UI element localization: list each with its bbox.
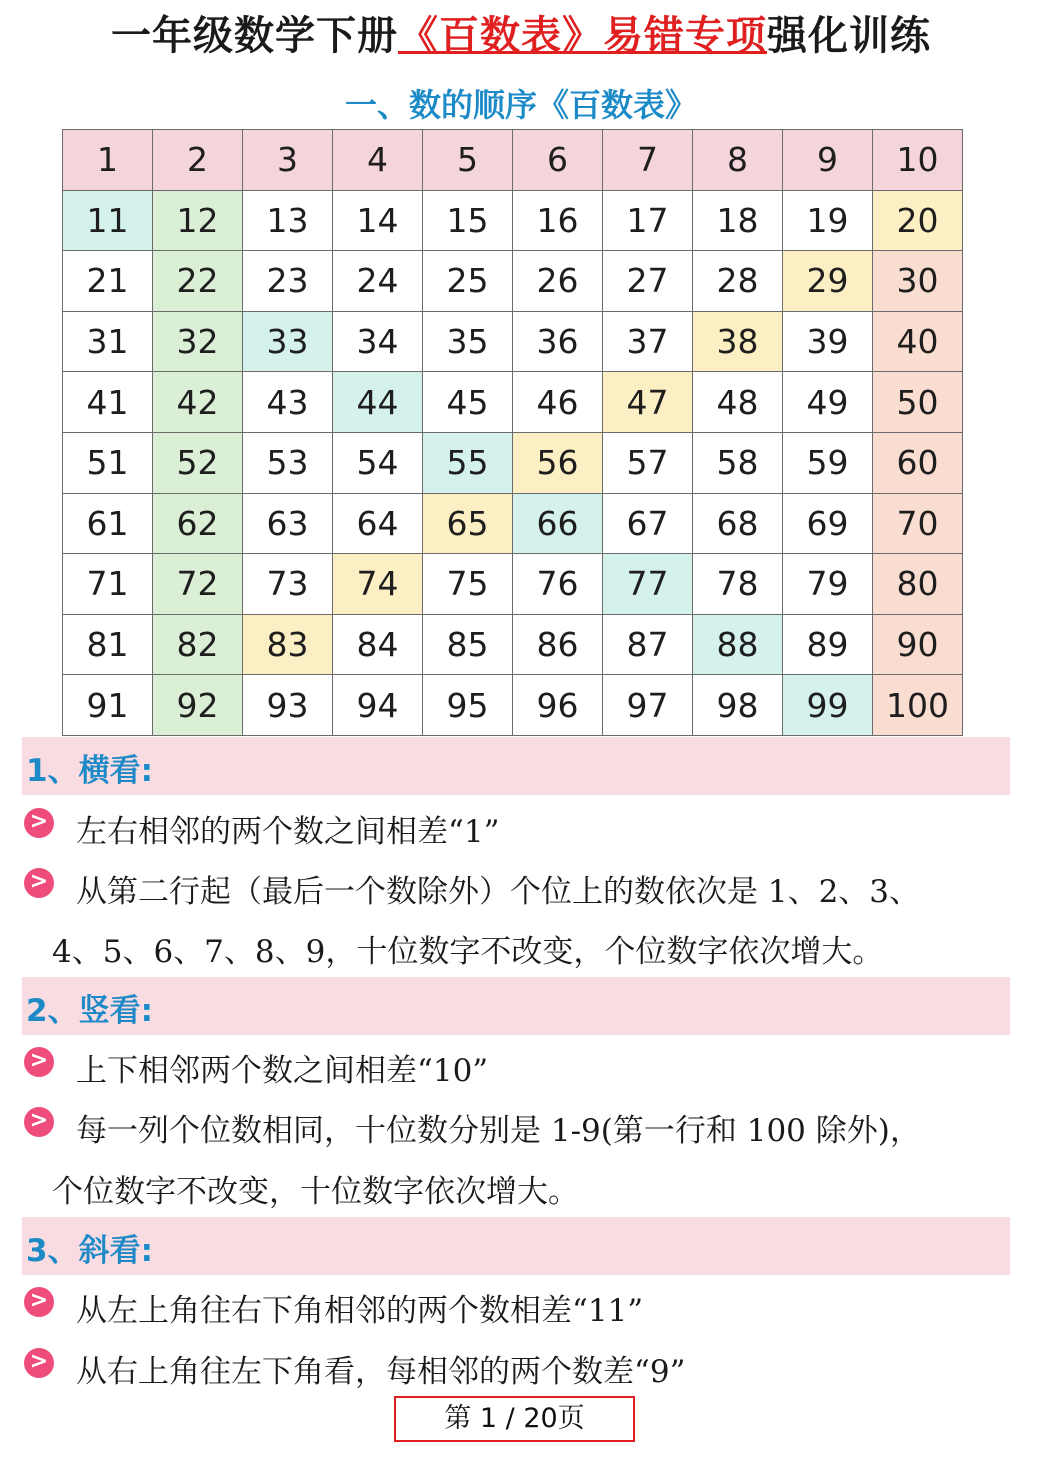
grid-cell: 95 [423,675,513,736]
grid-cell: 35 [423,311,513,372]
grid-cell: 33 [243,311,333,372]
grid-cell: 4 [333,130,423,191]
grid-cell: 62 [153,493,243,554]
grid-cell: 3 [243,130,333,191]
grid-cell: 58 [693,432,783,493]
grid-row [63,190,963,251]
grid-cell: 10 [873,130,963,191]
grid-cell: 20 [873,190,963,251]
grid-row [63,311,963,372]
grid-row [63,493,963,554]
grid-cell: 26 [513,251,603,312]
grid-cell: 85 [423,614,513,675]
title-part-1: 一年级数学下册 [111,13,398,59]
grid-row [63,675,963,736]
grid-cell: 34 [333,311,423,372]
rule-text: 从右上角往左下角看，每相邻的两个数差“9” [76,1354,686,1390]
grid-cell: 90 [873,614,963,675]
grid-cell: 66 [513,493,603,554]
arrow-bullet-icon: > [24,1107,54,1137]
grid-row [63,130,963,191]
grid-cell: 45 [423,372,513,433]
grid-cell: 73 [243,554,333,615]
grid-cell: 77 [603,554,693,615]
section-heading-band [22,977,1010,1035]
grid-cell: 5 [423,130,513,191]
grid-cell: 37 [603,311,693,372]
grid-cell: 38 [693,311,783,372]
grid-cell: 6 [513,130,603,191]
title-part-2: 《百数表》易错专项 [398,13,767,59]
arrow-bullet-icon: > [24,1348,54,1378]
grid-cell: 8 [693,130,783,191]
grid-cell: 2 [153,130,243,191]
rule-text: 左右相邻的两个数之间相差“1” [76,814,500,850]
grid-cell: 22 [153,251,243,312]
grid-cell: 92 [153,675,243,736]
grid-cell: 82 [153,614,243,675]
hundred-chart [62,129,963,736]
arrow-bullet-icon: > [24,868,54,898]
grid-cell: 100 [873,675,963,736]
grid-cell: 50 [873,372,963,433]
rule-text: 每一列个位数相同，十位数分别是 1-9(第一行和 100 除外)， [76,1113,921,1149]
grid-cell: 52 [153,432,243,493]
grid-cell: 47 [603,372,693,433]
section-heading: 1、横看: [26,753,153,789]
grid-cell: 43 [243,372,333,433]
grid-cell: 56 [513,432,603,493]
section-heading-band [22,1217,1010,1275]
grid-cell: 9 [783,130,873,191]
grid-cell: 55 [423,432,513,493]
grid-cell: 69 [783,493,873,554]
grid-row [63,372,963,433]
rule-text-continuation: 4、5、6、7、8、9，十位数字不改变，个位数字依次增大。 [52,934,884,970]
arrow-bullet-icon: > [24,1287,54,1317]
grid-cell: 67 [603,493,693,554]
grid-cell: 98 [693,675,783,736]
grid-cell: 91 [63,675,153,736]
grid-cell: 78 [693,554,783,615]
grid-cell: 72 [153,554,243,615]
rule-text-continuation: 个位数字不改变，十位数字依次增大。 [52,1174,579,1210]
grid-cell: 32 [153,311,243,372]
grid-cell: 70 [873,493,963,554]
grid-cell: 28 [693,251,783,312]
grid-cell: 27 [603,251,693,312]
grid-cell: 24 [333,251,423,312]
grid-cell: 68 [693,493,783,554]
grid-cell: 29 [783,251,873,312]
section-heading: 3、斜看: [26,1233,153,1269]
grid-row [63,432,963,493]
grid-cell: 76 [513,554,603,615]
grid-cell: 39 [783,311,873,372]
grid-cell: 31 [63,311,153,372]
grid-cell: 93 [243,675,333,736]
grid-cell: 42 [153,372,243,433]
grid-cell: 11 [63,190,153,251]
rule-text: 从第二行起（最后一个数除外）个位上的数依次是 1、2、3、 [76,874,921,910]
grid-cell: 60 [873,432,963,493]
grid-cell: 12 [153,190,243,251]
grid-cell: 44 [333,372,423,433]
grid-cell: 94 [333,675,423,736]
arrow-bullet-icon: > [24,1047,54,1077]
grid-cell: 15 [423,190,513,251]
grid-cell: 79 [783,554,873,615]
grid-cell: 18 [693,190,783,251]
grid-cell: 53 [243,432,333,493]
grid-cell: 30 [873,251,963,312]
grid-cell: 97 [603,675,693,736]
section-heading: 2、竖看: [26,993,153,1029]
rule-text: 上下相邻两个数之间相差“10” [76,1053,489,1089]
grid-cell: 88 [693,614,783,675]
grid-cell: 86 [513,614,603,675]
grid-row [63,554,963,615]
grid-cell: 89 [783,614,873,675]
grid-cell: 40 [873,311,963,372]
section-subtitle: 一、数的顺序《百数表》 [344,86,697,124]
arrow-bullet-icon: > [24,808,54,838]
grid-cell: 1 [63,130,153,191]
grid-cell: 25 [423,251,513,312]
grid-cell: 61 [63,493,153,554]
grid-cell: 49 [783,372,873,433]
grid-cell: 48 [693,372,783,433]
grid-cell: 51 [63,432,153,493]
grid-cell: 80 [873,554,963,615]
grid-cell: 87 [603,614,693,675]
grid-cell: 63 [243,493,333,554]
grid-cell: 17 [603,190,693,251]
grid-cell: 99 [783,675,873,736]
grid-cell: 57 [603,432,693,493]
grid-cell: 36 [513,311,603,372]
grid-cell: 71 [63,554,153,615]
grid-cell: 74 [333,554,423,615]
grid-cell: 75 [423,554,513,615]
grid-cell: 19 [783,190,873,251]
page-title [0,4,1042,61]
page-indicator: 第 1 / 20页 [394,1396,635,1442]
grid-cell: 64 [333,493,423,554]
grid-cell: 83 [243,614,333,675]
grid-cell: 84 [333,614,423,675]
grid-row [63,614,963,675]
grid-row [63,251,963,312]
grid-cell: 96 [513,675,603,736]
grid-cell: 41 [63,372,153,433]
title-part-3: 强化训练 [767,13,931,59]
grid-cell: 7 [603,130,693,191]
grid-cell: 21 [63,251,153,312]
grid-cell: 65 [423,493,513,554]
grid-cell: 59 [783,432,873,493]
section-heading-band [22,737,1010,795]
grid-cell: 46 [513,372,603,433]
grid-cell: 16 [513,190,603,251]
rule-text: 从左上角往右下角相邻的两个数相差“11” [76,1293,644,1329]
grid-cell: 23 [243,251,333,312]
grid-cell: 54 [333,432,423,493]
grid-cell: 81 [63,614,153,675]
grid-cell: 13 [243,190,333,251]
grid-cell: 14 [333,190,423,251]
